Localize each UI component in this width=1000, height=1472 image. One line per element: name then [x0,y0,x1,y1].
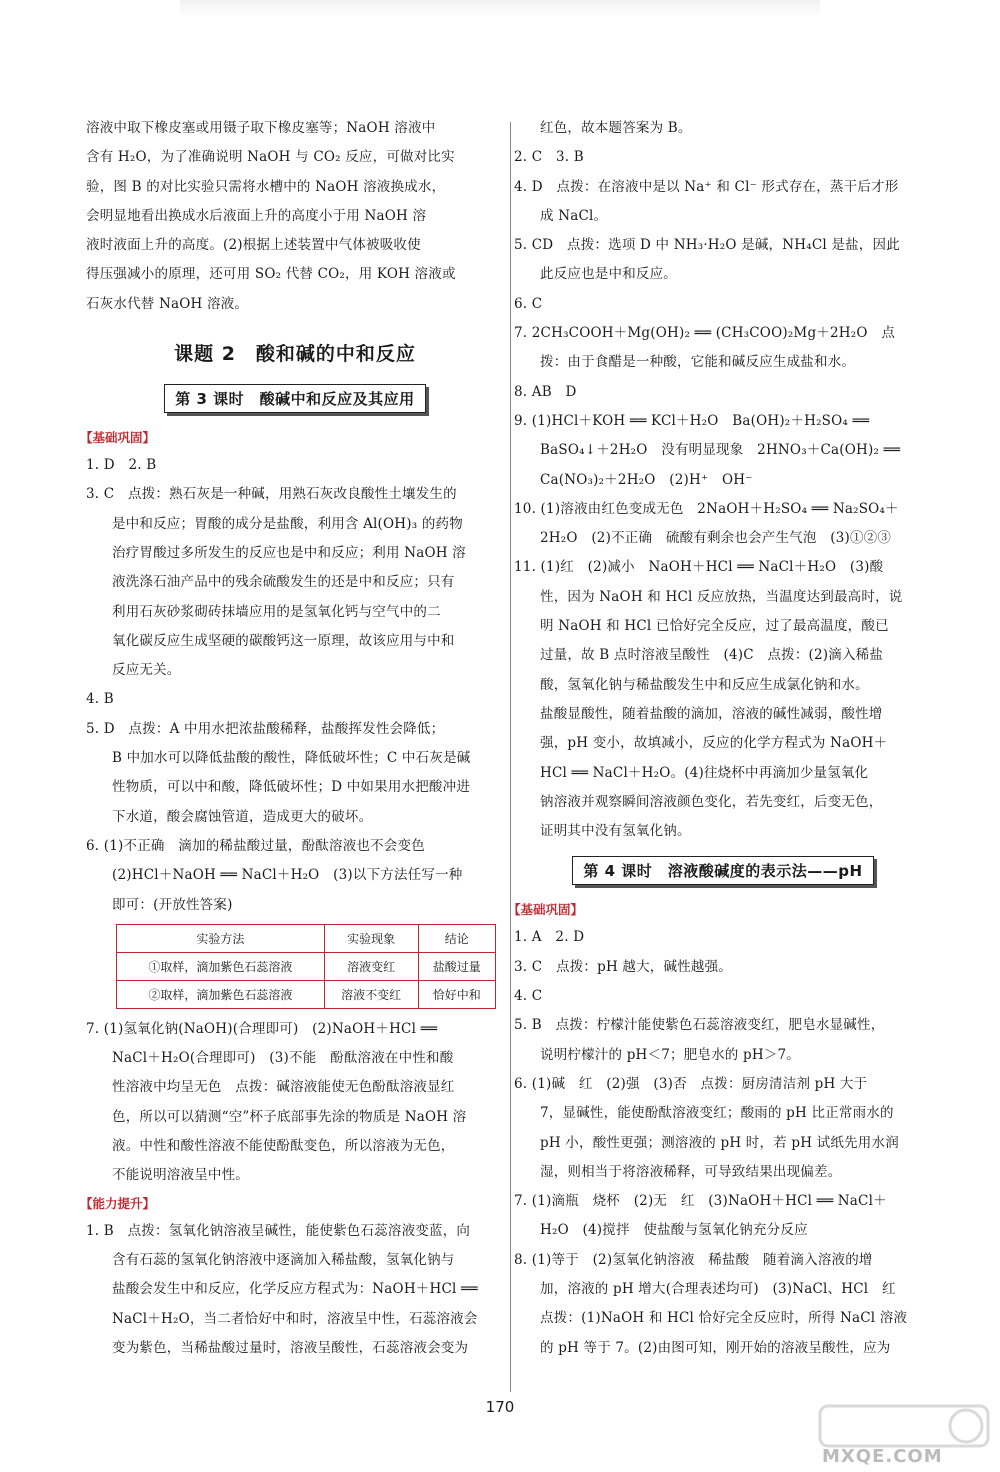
text-line: 性溶液中均呈无色 点拨：碱溶液能使无色酚酞溶液显红 [112,1079,455,1096]
left-column [80,114,504,1363]
text-line: 5. B 点拨：柠檬汁能使紫色石蕊溶液变红，肥皂水显碱性， [514,1017,885,1034]
text-line: 酸，氢氧化钠与稀盐酸发生中和反应生成氯化钠和水。 [540,676,869,693]
text-line: 点拨：(1)NaOH 和 HCl 恰好完全反应时，所得 NaCl 溶液 [540,1310,908,1327]
text-line: 强，pH 变小，故填减小，反应的化学方程式为 NaOH＋ [540,735,888,752]
table-cell: ①取样，滴加紫色石蕊溶液 [117,952,325,980]
basic-answers-a [86,451,504,920]
text-line: 的 pH 等于 7。(2)由图可知，刚开始的溶液呈酸性，应为 [540,1339,891,1356]
text-line: 证明其中没有氢氧化钠。 [540,823,691,840]
text-line: Ca(NO₃)₂＋2H₂O (2)H⁺ OH⁻ [540,471,753,488]
table-cell: 盐酸过量 [418,952,495,980]
text-line: 即可：(开放性答案) [112,896,233,913]
text-line: 红色，故本题答案为 B。 [540,120,692,136]
text-line: pH 小，酸性更强；测溶液的 pH 时，若 pH 试纸先用水润 [540,1134,899,1151]
lesson-title: 课题 2 酸和碱的中和反应 [174,343,416,366]
text-line: 7. 2CH₃COOH＋Mg(OH)₂ ══ (CH₃COO)₂Mg＋2H₂O 点 [514,325,896,342]
experiment-table [116,924,496,1009]
table-cell: ②取样，滴加紫色石蕊溶液 [117,980,325,1008]
text-line: NaCl＋H₂O，当二者恰好中和时，溶液呈中性，石蕊溶液会 [112,1310,478,1327]
text-line: NaCl＋H₂O(合理即可) (3)不能 酚酞溶液在中性和酸 [112,1050,454,1067]
tag-basic-left: 【基础巩固】 [80,430,156,446]
text-line: 下水道，酸会腐蚀管道，造成更大的破坏。 [112,808,373,825]
text-line: 含有 H₂O，为了准确说明 NaOH 与 CO₂ 反应，可做对比实 [86,149,455,166]
text-line: 4. B [86,691,114,708]
page-number: 170 [485,1398,515,1416]
text-line: 液时液面上升的高度。(2)根据上述装置中气体被吸收使 [86,237,421,254]
text-line: 2H₂O (2)不正确 硫酸有剩余也会产生气泡 (3)①②③ [540,530,892,547]
text-line: 1. A 2. D [514,929,585,946]
text-line: 8. (1)等于 (2)氢氧化钠溶液 稀盐酸 随着滴入溶液的增 [514,1251,873,1268]
text-line: 2. C 3. B [514,149,584,166]
text-line: H₂O (4)搅拌 使盐酸与氢氧化钠充分反应 [540,1222,808,1239]
text-line: 含有石蕊的氢氧化钠溶液中逐滴加入稀盐酸，氢氧化钠与 [112,1251,455,1268]
text-line: HCl ══ NaCl＋H₂O。(4)往烧杯中再滴加少量氢氧化 [540,764,869,781]
text-line: 6. (1)不正确 滴加的稀盐酸过量，酚酞溶液也不会变色 [86,837,425,854]
text-line: 过量，故 B 点时溶液呈酸性 (4)C 点拨：(2)滴入稀盐 [540,647,884,664]
text-line: 7，显碱性，能使酚酞溶液变红；酸雨的 pH 比正常雨水的 [540,1105,894,1122]
text-line: 加，溶液的 pH 增大(合理表述均可) (3)NaCl、HCl 红 [540,1280,896,1297]
text-line: 变为紫色，当稀盐酸过量时，溶液呈酸性，石蕊溶液会变为 [112,1339,469,1356]
text-line: 治疗胃酸过多所发生的反应也是中和反应；利用 NaOH 溶 [112,544,466,561]
table-row [117,980,496,1008]
table-cell: 恰好中和 [418,980,495,1008]
text-line: 验，图 B 的对比实验只需将水槽中的 NaOH 溶液换成水， [86,178,446,195]
section-title-wrap [514,856,932,885]
column-divider [510,122,511,1392]
right-answers-a [514,114,932,846]
table-cell: 溶液不变红 [324,980,418,1008]
right-answers-b [514,923,932,1362]
section-title-lesson-4: 第 4 课时 溶液酸碱度的表示法——pH [572,856,873,885]
table-header: 实验方法 [117,924,325,952]
text-line: 石灰水代替 NaOH 溶液。 [86,295,249,312]
table-header-row [117,924,496,952]
text-line: 拨：由于食醋是一种酸，它能和碱反应生成盐和水。 [540,354,856,371]
table-header: 结论 [418,924,495,952]
text-line: (2)HCl＋NaOH ══ NaCl＋H₂O (3)以下方法任写一种 [112,867,463,884]
scan-smudge [180,0,820,18]
text-line: 利用石灰砂浆砌砖抹墙应用的是氢氧化钙与空气中的二 [112,603,441,620]
text-line: 是中和反应；胃酸的成分是盐酸，利用含 Al(OH)₃ 的药物 [112,515,463,532]
text-line: 8. AB D [514,383,577,400]
text-line: 3. C 点拨：熟石灰是一种碱，用熟石灰改良酸性土壤发生的 [86,486,457,503]
text-line: 会明显地看出换成水后液面上升的高度小于用 NaOH 溶 [86,207,427,224]
section-title-wrap [86,384,504,413]
text-line: 7. (1)滴瓶 烧杯 (2)无 红 (3)NaOH＋HCl ══ NaCl＋ [514,1193,887,1210]
text-line: 10. (1)溶液由红色变成无色 2NaOH＋H₂SO₄ ══ Na₂SO₄＋ [514,500,899,517]
table-header: 实验现象 [324,924,418,952]
text-line: 明 NaOH 和 HCl 已恰好完全反应，过了最高温度，酸已 [540,618,889,635]
tag-basic-right: 【基础巩固】 [508,902,584,918]
ability-answers [86,1217,504,1363]
text-line: 性物质，可以中和酸，降低破坏性；D 中如果用水把酸冲进 [112,779,471,796]
table-row [117,952,496,980]
text-line: 此反应也是中和反应。 [540,266,677,283]
text-line: 盐酸显酸性，随着盐酸的滴加，溶液的碱性减弱，酸性增 [540,705,883,722]
section-title-lesson-3: 第 3 课时 酸碱中和反应及其应用 [164,384,425,413]
text-line: 4. D 点拨：在溶液中是以 Na⁺ 和 Cl⁻ 形式存在，蒸干后才形 [514,178,899,195]
text-line: 7. (1)氢氧化钠(NaOH)(合理即可) (2)NaOH＋HCl ══ [86,1020,438,1037]
text-line: 色，所以可以猜测“空”杯子底部事先涂的物质是 NaOH 溶 [112,1108,467,1125]
basic-answers-b [86,1015,504,1191]
tag-ability: 【能力提升】 [80,1195,156,1211]
text-line: 液。中性和酸性溶液不能使酚酞变色，所以溶液为无色， [112,1138,455,1155]
text-line: 不能说明溶液呈中性。 [112,1167,249,1184]
text-line: 说明柠檬汁的 pH＜7；肥皂水的 pH＞7。 [540,1046,800,1063]
watermark-site: MXQE.COM [822,1446,943,1467]
text-line: 9. (1)HCl＋KOH ══ KCl＋H₂O Ba(OH)₂＋H₂SO₄ ══ [514,412,870,429]
text-line: 成 NaCl。 [540,207,608,224]
text-line: 4. C [514,988,543,1005]
text-line: 液洗涤石油产品中的残余硫酸发生的还是中和反应；只有 [112,574,455,591]
text-line: 反应无关。 [112,662,181,679]
text-line: 氧化碳反应生成坚硬的碳酸钙这一原理，故该应用与中和 [112,632,455,649]
text-line: BaSO₄↓＋2H₂O 没有明显现象 2HNO₃＋Ca(OH)₂ ══ [540,442,901,459]
text-line: 11. (1)红 (2)减小 NaOH＋HCl ══ NaCl＋H₂O (3)酸 [514,559,884,576]
text-line: 5. D 点拨：A 中用水把浓盐酸稀释，盐酸挥发性会降低； [86,720,445,737]
text-line: 6. (1)碱 红 (2)强 (3)否 点拨：厨房清洁剂 pH 大于 [514,1075,868,1092]
text-line: 3. C 点拨：pH 越大，碱性越强。 [514,958,733,975]
text-line: 湿，则相当于将溶液稀释，可导致结果出现偏差。 [540,1163,842,1180]
table-cell: 溶液变红 [324,952,418,980]
text-line: 得压强减小的原理，还可用 SO₂ 代替 CO₂，用 KOH 溶液或 [86,266,456,283]
text-line: 钠溶液并观察瞬间溶液颜色变化，若先变红，后变无色， [540,793,883,810]
left-intro-text [86,114,504,319]
text-line: 溶液中取下橡皮塞或用镊子取下橡皮塞等；NaOH 溶液中 [86,120,436,136]
text-line: 5. CD 点拨：选项 D 中 NH₃·H₂O 是碱，NH₄Cl 是盐，因此 [514,237,900,254]
right-column [508,114,932,1363]
text-line: 性，因为 NaOH 和 HCl 反应放热，当温度达到最高时，说 [540,588,903,605]
text-line: B 中加水可以降低盐酸的酸性，降低破坏性；C 中石灰是碱 [112,750,471,767]
text-line: 1. D 2. B [86,457,157,474]
text-line: 1. B 点拨：氢氧化钠溶液呈碱性，能使紫色石蕊溶液变蓝，向 [86,1222,471,1239]
text-line: 盐酸会发生中和反应，化学反应方程式为：NaOH＋HCl ══ [112,1281,478,1298]
text-line: 6. C [514,295,543,312]
